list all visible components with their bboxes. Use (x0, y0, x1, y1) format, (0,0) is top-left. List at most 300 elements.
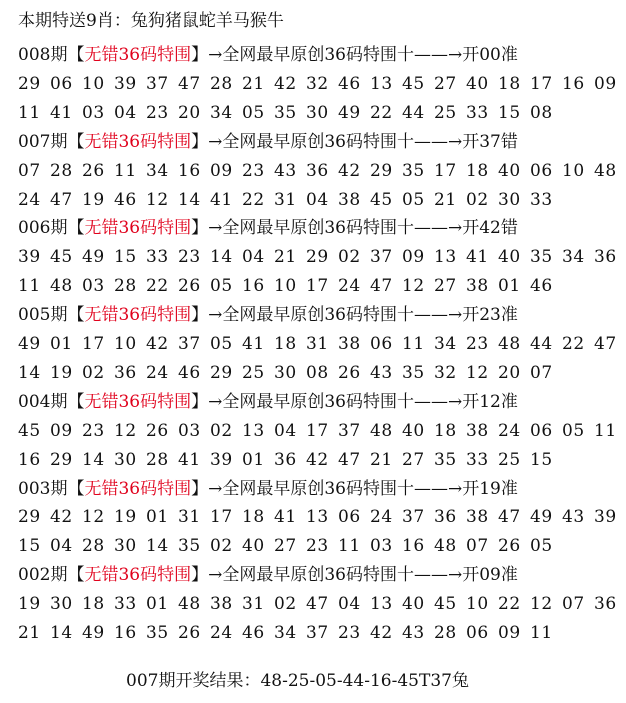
period-outcome: 23准 (479, 305, 518, 326)
number-cell: 04 (50, 536, 73, 557)
number-cell: 47 (50, 189, 73, 210)
number-cell: 14 (210, 247, 233, 268)
number-cell: 30 (274, 362, 297, 383)
number-cell: 18 (466, 160, 489, 181)
number-cell: 10 (82, 73, 105, 94)
number-cell: 39 (18, 247, 41, 268)
number-cell: 34 (562, 247, 585, 268)
number-cell: 46 (178, 362, 201, 383)
number-cell: 40 (466, 73, 489, 94)
number-cell: 47 (306, 594, 329, 615)
number-cell: 26 (82, 160, 105, 181)
number-cell: 11 (18, 276, 41, 297)
number-cell: 40 (242, 536, 265, 557)
number-cell: 18 (498, 73, 521, 94)
number-cell: 45 (434, 594, 457, 615)
number-cell: 17 (434, 160, 457, 181)
number-cell: 27 (274, 536, 297, 557)
number-cell: 48 (178, 594, 201, 615)
number-cell: 25 (434, 102, 457, 123)
number-cell: 41 (274, 507, 297, 528)
number-cell: 04 (338, 594, 361, 615)
number-cell: 14 (18, 362, 41, 383)
number-cell: 12 (466, 362, 489, 383)
number-cell: 01 (50, 334, 73, 354)
number-cell: 01 (242, 449, 265, 470)
number-cell: 23 (146, 102, 169, 123)
number-cell: 29 (18, 507, 41, 528)
number-cell: 20 (178, 102, 201, 123)
number-cell: 14 (82, 449, 105, 470)
number-cell: 06 (338, 507, 361, 528)
number-cell: 43 (562, 507, 585, 528)
number-cell: 21 (242, 73, 265, 94)
period-number: 005期 (18, 305, 68, 326)
number-cell: 23 (306, 536, 329, 557)
number-row (18, 449, 562, 471)
number-cell: 35 (434, 449, 457, 470)
number-cell: 27 (434, 276, 457, 297)
number-cell: 05 (402, 189, 425, 210)
number-row (18, 333, 626, 355)
number-cell: 46 (242, 623, 265, 643)
number-row (18, 420, 626, 442)
number-cell: 38 (338, 189, 361, 210)
number-cell: 17 (306, 276, 329, 297)
tag-bracket-close: 】 (191, 45, 209, 65)
number-cell: 42 (306, 449, 329, 470)
page-header: 本期特送9肖：兔狗猪鼠蛇羊马猴牛 (18, 11, 284, 31)
number-cell: 35 (146, 623, 169, 643)
tag-bracket-open: 【 (67, 131, 85, 152)
number-row (18, 535, 562, 557)
number-cell: 46 (114, 189, 137, 210)
number-cell: 22 (146, 276, 169, 297)
number-row (18, 593, 626, 615)
period-outcome: 19准 (479, 478, 518, 499)
number-cell: 48 (498, 334, 521, 354)
number-cell: 31 (274, 189, 297, 210)
tag-bracket-open: 【 (67, 305, 85, 326)
number-cell: 18 (242, 507, 265, 528)
number-cell: 44 (402, 102, 425, 123)
number-cell: 05 (210, 334, 233, 354)
number-cell: 28 (434, 623, 457, 643)
number-cell: 29 (370, 160, 393, 181)
number-cell: 05 (562, 420, 585, 441)
number-row (18, 73, 626, 95)
number-cell: 48 (594, 160, 617, 181)
arrow-text: →全网最早原创36码特围十——→开 (208, 45, 480, 65)
number-cell: 29 (210, 362, 233, 383)
number-cell: 05 (242, 102, 265, 123)
period-title (18, 478, 518, 500)
number-cell: 30 (114, 536, 137, 557)
number-cell: 49 (82, 623, 105, 643)
number-cell: 43 (402, 623, 425, 643)
tag-label: 无错36码特围 (84, 565, 192, 586)
number-cell: 27 (402, 449, 425, 470)
number-cell: 19 (50, 362, 73, 383)
number-cell: 19 (114, 507, 137, 528)
number-cell: 30 (114, 449, 137, 470)
number-cell: 02 (82, 362, 105, 383)
number-cell: 39 (594, 507, 617, 528)
number-cell: 31 (306, 334, 329, 354)
number-cell: 25 (242, 362, 265, 383)
tag-label: 无错36码特围 (84, 131, 192, 152)
number-cell: 40 (498, 160, 521, 181)
tag-bracket-close: 】 (191, 391, 209, 412)
number-cell: 07 (18, 160, 41, 181)
number-cell: 17 (82, 334, 105, 354)
number-cell: 35 (178, 536, 201, 557)
number-cell: 31 (178, 507, 201, 528)
number-cell: 01 (146, 507, 169, 528)
tag-bracket-close: 】 (191, 565, 209, 586)
tag-label: 无错36码特围 (84, 391, 192, 412)
number-cell: 35 (530, 247, 553, 268)
period-number: 002期 (18, 565, 68, 586)
number-cell: 08 (530, 102, 553, 123)
number-cell: 13 (306, 507, 329, 528)
number-cell: 17 (306, 420, 329, 441)
number-cell: 37 (402, 507, 425, 528)
period-number: 006期 (18, 218, 68, 239)
number-cell: 40 (402, 594, 425, 615)
number-cell: 26 (178, 623, 201, 643)
number-cell: 47 (338, 449, 361, 470)
number-row (18, 246, 626, 268)
number-cell: 42 (146, 334, 169, 354)
number-cell: 10 (274, 276, 297, 297)
arrow-text: →全网最早原创36码特围十——→开 (208, 565, 480, 586)
number-row (18, 102, 562, 124)
number-cell: 36 (274, 449, 297, 470)
number-cell: 42 (370, 623, 393, 643)
number-cell: 14 (178, 189, 201, 210)
number-cell: 21 (434, 189, 457, 210)
number-cell: 35 (274, 102, 297, 123)
number-cell: 36 (434, 507, 457, 528)
number-cell: 43 (274, 160, 297, 181)
number-cell: 01 (146, 594, 169, 615)
number-cell: 02 (210, 536, 233, 557)
period-outcome: 00准 (479, 45, 518, 65)
number-cell: 07 (562, 594, 585, 615)
arrow-text: →全网最早原创36码特围十——→开 (208, 131, 480, 152)
number-cell: 03 (82, 102, 105, 123)
number-cell: 04 (114, 102, 137, 123)
number-cell: 44 (530, 334, 553, 354)
arrow-text: →全网最早原创36码特围十——→开 (208, 391, 480, 412)
period-title (18, 391, 518, 413)
number-cell: 09 (50, 420, 73, 441)
number-cell: 08 (306, 362, 329, 383)
number-cell: 07 (466, 536, 489, 557)
number-cell: 48 (370, 420, 393, 441)
period-number: 008期 (18, 45, 68, 65)
number-cell: 05 (530, 536, 553, 557)
number-cell: 02 (466, 189, 489, 210)
number-cell: 47 (178, 73, 201, 94)
period-title (18, 564, 518, 586)
number-cell: 19 (82, 189, 105, 210)
number-cell: 41 (466, 247, 489, 268)
number-cell: 49 (82, 247, 105, 268)
number-cell: 36 (594, 247, 617, 268)
number-cell: 41 (242, 334, 265, 354)
number-cell: 31 (242, 594, 265, 615)
number-cell: 18 (434, 420, 457, 441)
number-cell: 24 (18, 189, 41, 210)
number-cell: 10 (562, 160, 585, 181)
number-cell: 12 (114, 420, 137, 441)
number-cell: 02 (274, 594, 297, 615)
number-cell: 13 (370, 594, 393, 615)
period-outcome: 12准 (479, 391, 518, 412)
number-cell: 21 (274, 247, 297, 268)
number-cell: 47 (594, 334, 617, 354)
number-cell: 06 (50, 73, 73, 94)
number-cell: 48 (434, 536, 457, 557)
number-cell: 45 (18, 420, 41, 441)
number-cell: 10 (466, 594, 489, 615)
number-cell: 22 (498, 594, 521, 615)
number-cell: 47 (498, 507, 521, 528)
number-cell: 37 (146, 73, 169, 94)
number-cell: 09 (498, 623, 521, 643)
number-cell: 16 (18, 449, 41, 470)
number-cell: 16 (178, 160, 201, 181)
tag-bracket-close: 】 (191, 305, 209, 326)
number-cell: 24 (146, 362, 169, 383)
number-cell: 28 (146, 449, 169, 470)
number-cell: 27 (434, 73, 457, 94)
number-cell: 37 (370, 247, 393, 268)
number-cell: 40 (498, 247, 521, 268)
number-cell: 14 (50, 623, 73, 643)
number-cell: 18 (274, 334, 297, 354)
tag-bracket-close: 】 (191, 478, 209, 499)
number-cell: 11 (114, 160, 137, 181)
number-row (18, 362, 562, 384)
number-cell: 11 (594, 420, 617, 441)
number-cell: 23 (82, 420, 105, 441)
number-cell: 37 (306, 623, 329, 643)
arrow-text: →全网最早原创36码特围十——→开 (208, 478, 480, 499)
tag-label: 无错36码特围 (84, 45, 192, 65)
number-cell: 35 (402, 362, 425, 383)
period-title (18, 44, 518, 66)
number-cell: 12 (82, 507, 105, 528)
number-cell: 33 (466, 449, 489, 470)
number-cell: 11 (402, 334, 425, 354)
number-cell: 33 (114, 594, 137, 615)
number-cell: 23 (466, 334, 489, 354)
number-cell: 28 (82, 536, 105, 557)
number-cell: 15 (18, 536, 41, 557)
number-row (18, 189, 562, 211)
tag-bracket-open: 【 (67, 565, 85, 586)
tag-bracket-close: 】 (191, 218, 209, 239)
number-cell: 05 (210, 276, 233, 297)
number-cell: 45 (402, 73, 425, 94)
number-cell: 24 (338, 276, 361, 297)
number-cell: 42 (274, 73, 297, 94)
number-cell: 19 (18, 594, 41, 615)
number-cell: 23 (178, 247, 201, 268)
number-row (18, 506, 626, 528)
number-cell: 11 (338, 536, 361, 557)
number-cell: 02 (338, 247, 361, 268)
number-cell: 46 (338, 73, 361, 94)
number-cell: 34 (210, 102, 233, 123)
number-row (18, 622, 562, 644)
tag-bracket-open: 【 (67, 218, 85, 239)
number-cell: 22 (562, 334, 585, 354)
number-cell: 22 (370, 102, 393, 123)
number-cell: 41 (50, 102, 73, 123)
number-cell: 23 (242, 160, 265, 181)
number-cell: 32 (434, 362, 457, 383)
number-cell: 15 (498, 102, 521, 123)
draw-result: 007期开奖结果：48-25-05-44-16-45T37兔 (126, 671, 469, 691)
number-cell: 38 (466, 507, 489, 528)
tag-label: 无错36码特围 (84, 305, 192, 326)
number-cell: 03 (178, 420, 201, 441)
number-cell: 34 (146, 160, 169, 181)
number-cell: 16 (562, 73, 585, 94)
number-cell: 04 (242, 247, 265, 268)
number-cell: 45 (50, 247, 73, 268)
number-cell: 21 (370, 449, 393, 470)
number-cell: 38 (466, 420, 489, 441)
number-cell: 14 (146, 536, 169, 557)
number-cell: 28 (114, 276, 137, 297)
number-cell: 24 (498, 420, 521, 441)
number-cell: 22 (242, 189, 265, 210)
number-cell: 24 (210, 623, 233, 643)
number-cell: 16 (114, 623, 137, 643)
number-cell: 09 (594, 73, 617, 94)
period-title (18, 131, 518, 153)
tag-bracket-open: 【 (67, 478, 85, 499)
number-cell: 24 (370, 507, 393, 528)
number-cell: 39 (210, 449, 233, 470)
number-cell: 17 (210, 507, 233, 528)
number-cell: 33 (466, 102, 489, 123)
number-cell: 02 (210, 420, 233, 441)
number-cell: 49 (338, 102, 361, 123)
number-cell: 11 (18, 102, 41, 123)
number-cell: 34 (274, 623, 297, 643)
number-cell: 26 (178, 276, 201, 297)
number-cell: 40 (402, 420, 425, 441)
number-cell: 36 (306, 160, 329, 181)
number-cell: 43 (370, 362, 393, 383)
number-cell: 30 (50, 594, 73, 615)
number-cell: 26 (146, 420, 169, 441)
number-cell: 06 (530, 160, 553, 181)
number-cell: 30 (306, 102, 329, 123)
number-cell: 46 (530, 276, 553, 297)
number-cell: 29 (306, 247, 329, 268)
number-cell: 12 (146, 189, 169, 210)
number-cell: 13 (370, 73, 393, 94)
tag-label: 无错36码特围 (84, 478, 192, 499)
tag-bracket-open: 【 (67, 391, 85, 412)
tag-bracket-close: 】 (191, 131, 209, 152)
number-cell: 12 (402, 276, 425, 297)
number-row (18, 275, 562, 297)
number-row (18, 160, 626, 182)
period-title (18, 304, 518, 326)
number-cell: 23 (338, 623, 361, 643)
number-cell: 13 (242, 420, 265, 441)
tag-label: 无错36码特围 (84, 218, 192, 239)
tag-bracket-open: 【 (67, 45, 85, 65)
number-cell: 11 (530, 623, 553, 643)
number-cell: 29 (18, 73, 41, 94)
period-number: 004期 (18, 391, 68, 412)
number-cell: 25 (498, 449, 521, 470)
number-cell: 06 (530, 420, 553, 441)
period-number: 003期 (18, 478, 68, 499)
number-cell: 16 (242, 276, 265, 297)
number-cell: 07 (530, 362, 553, 383)
number-cell: 04 (274, 420, 297, 441)
number-cell: 15 (114, 247, 137, 268)
number-cell: 33 (146, 247, 169, 268)
number-cell: 10 (114, 334, 137, 354)
period-outcome: 37错 (479, 131, 518, 152)
number-cell: 16 (402, 536, 425, 557)
number-cell: 26 (498, 536, 521, 557)
number-cell: 13 (434, 247, 457, 268)
period-outcome: 42错 (479, 218, 518, 239)
number-cell: 06 (370, 334, 393, 354)
number-cell: 41 (210, 189, 233, 210)
number-cell: 49 (18, 334, 41, 354)
number-cell: 47 (370, 276, 393, 297)
number-cell: 28 (210, 73, 233, 94)
number-cell: 36 (594, 594, 617, 615)
number-cell: 01 (498, 276, 521, 297)
number-cell: 30 (498, 189, 521, 210)
number-cell: 20 (498, 362, 521, 383)
number-cell: 06 (466, 623, 489, 643)
number-cell: 36 (114, 362, 137, 383)
period-number: 007期 (18, 131, 68, 152)
number-cell: 04 (306, 189, 329, 210)
number-cell: 12 (530, 594, 553, 615)
number-cell: 29 (50, 449, 73, 470)
number-cell: 34 (434, 334, 457, 354)
number-cell: 37 (178, 334, 201, 354)
number-cell: 28 (50, 160, 73, 181)
number-cell: 38 (210, 594, 233, 615)
number-cell: 15 (530, 449, 553, 470)
number-cell: 38 (338, 334, 361, 354)
number-cell: 21 (18, 623, 41, 643)
number-cell: 09 (210, 160, 233, 181)
number-cell: 49 (530, 507, 553, 528)
number-cell: 42 (338, 160, 361, 181)
number-cell: 48 (50, 276, 73, 297)
period-outcome: 09准 (479, 565, 518, 586)
number-cell: 35 (402, 160, 425, 181)
